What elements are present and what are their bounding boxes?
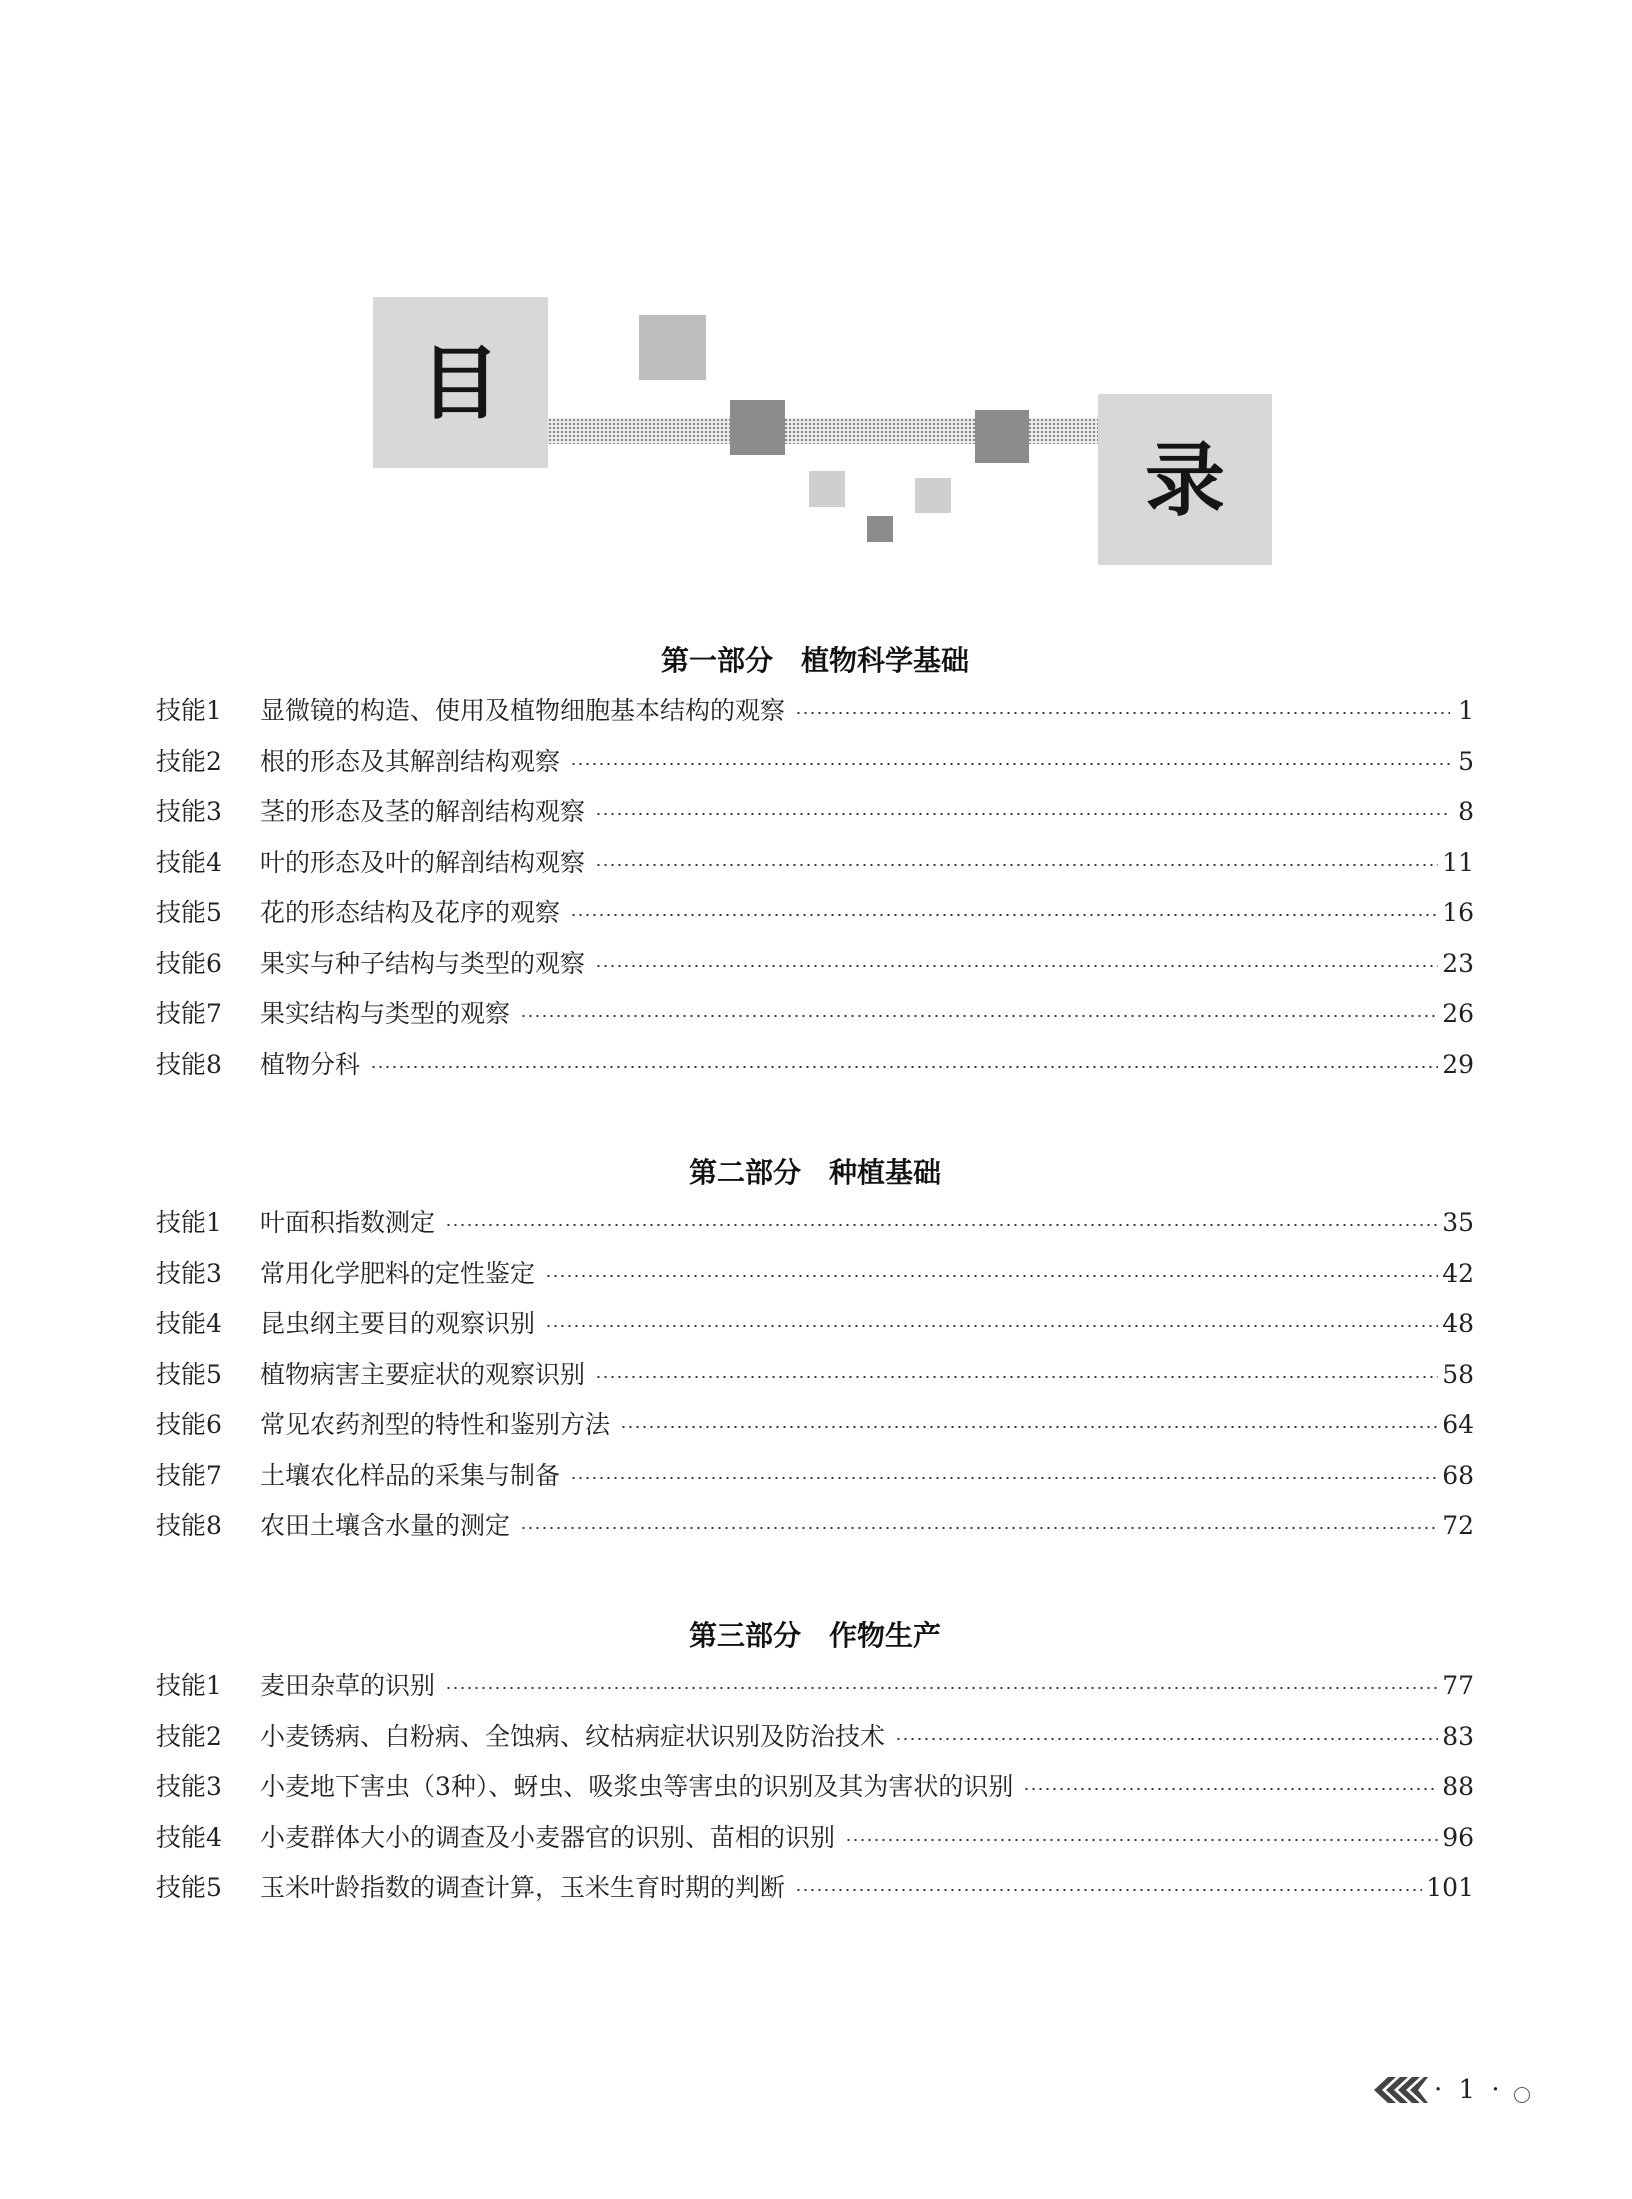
page-number: 101 — [1426, 1873, 1474, 1902]
dot-leader — [545, 1275, 1438, 1277]
dot-leader — [545, 1325, 1438, 1327]
toc-entry[interactable] — [156, 1451, 1474, 1502]
dot-leader — [370, 1066, 1438, 1068]
skill-label: 技能4 — [156, 1309, 222, 1338]
dot-leader — [595, 965, 1438, 967]
toc-entry[interactable] — [156, 1040, 1474, 1091]
footer-page-number: · 1 · — [1434, 2075, 1504, 2105]
title-char-lu: 录 — [1145, 434, 1225, 527]
skill-label: 技能3 — [156, 797, 222, 826]
section-title: 第三部分 作物生产 — [688, 1619, 941, 1652]
skill-label: 技能6 — [156, 1410, 222, 1439]
toc-section-3 — [156, 1611, 1474, 1914]
dot-leader — [1023, 1788, 1438, 1790]
page-number: 72 — [1442, 1511, 1474, 1540]
deco-square-3 — [975, 410, 1029, 463]
toc-entry[interactable] — [156, 787, 1474, 838]
dot-leader — [520, 1527, 1438, 1529]
skill-title: 常用化学肥料的定性鉴定 — [260, 1258, 536, 1288]
page-number: 11 — [1442, 847, 1474, 877]
skill-title: 显微镜的构造、使用及植物细胞基本结构的观察 — [260, 696, 786, 725]
skill-label: 技能1 — [156, 696, 222, 725]
skill-title: 小麦地下害虫（3种）、蚜虫、吸浆虫等害虫的识别及其为害状的识别 — [260, 1772, 1014, 1801]
dot-leader — [620, 1426, 1438, 1428]
skill-title: 土壤农化样品的采集与制备 — [260, 1460, 561, 1490]
toc-entry[interactable] — [156, 1198, 1474, 1249]
toc-entry[interactable] — [156, 838, 1474, 889]
skill-label: 技能5 — [156, 1359, 222, 1389]
skill-title: 农田土壤含水量的测定 — [260, 1511, 511, 1540]
skill-label: 技能7 — [156, 999, 222, 1028]
skill-title: 花的形态结构及花序的观察 — [260, 898, 561, 927]
toc-entry[interactable] — [156, 1661, 1474, 1712]
toc-entry[interactable] — [156, 1762, 1474, 1813]
skill-title: 叶的形态及叶的解剖结构观察 — [260, 847, 586, 877]
skill-title: 叶面积指数测定 — [260, 1208, 436, 1237]
toc-section-1 — [156, 636, 1474, 1090]
deco-square-5 — [915, 478, 951, 513]
dot-leader — [845, 1839, 1438, 1841]
skill-title: 玉米叶龄指数的调查计算，玉米生育时期的判断 — [260, 1873, 786, 1902]
dot-leader — [570, 1477, 1438, 1479]
skill-title: 麦田杂草的识别 — [260, 1671, 436, 1700]
section-title: 第二部分 种植基础 — [688, 1156, 941, 1189]
chevrons-left-icon — [1368, 2075, 1428, 2105]
dot-leader — [570, 914, 1438, 916]
skill-title: 植物分科 — [260, 1049, 361, 1079]
page-number: 35 — [1442, 1208, 1474, 1237]
toc-entry[interactable] — [156, 1712, 1474, 1763]
skill-label: 技能2 — [156, 746, 222, 776]
deco-square-4 — [809, 471, 845, 507]
dot-leader — [595, 1376, 1438, 1378]
dot-leader — [445, 1687, 1438, 1689]
skill-title: 果实结构与类型的观察 — [260, 999, 511, 1028]
dot-leader — [445, 1224, 1438, 1226]
page-number: 88 — [1442, 1772, 1474, 1801]
skill-title: 常见农药剂型的特性和鉴别方法 — [260, 1410, 611, 1439]
page-number: 23 — [1442, 948, 1474, 978]
deco-square-1 — [639, 315, 706, 380]
skill-label: 技能3 — [156, 1258, 222, 1288]
skill-title: 小麦锈病、白粉病、全蚀病、纹枯病症状识别及防治技术 — [260, 1721, 886, 1751]
page-number: 83 — [1442, 1721, 1474, 1751]
dot-leader — [520, 1015, 1438, 1017]
deco-square-6 — [867, 516, 893, 542]
dot-leader — [570, 763, 1450, 765]
toc-entry[interactable] — [156, 888, 1474, 939]
page-number: 48 — [1442, 1309, 1474, 1338]
skill-label: 技能4 — [156, 1822, 222, 1852]
toc-entry[interactable] — [156, 1350, 1474, 1401]
dot-leader — [795, 1889, 1422, 1891]
title-char-mu: 目 — [420, 337, 500, 430]
toc-entry[interactable] — [156, 1249, 1474, 1300]
toc-entry[interactable] — [156, 1299, 1474, 1350]
page-number: 8 — [1458, 797, 1474, 826]
dot-leader — [595, 864, 1438, 866]
skill-label: 技能3 — [156, 1772, 222, 1801]
skill-label: 技能7 — [156, 1460, 222, 1490]
skill-label: 技能1 — [156, 1208, 222, 1237]
circle-icon — [1514, 2087, 1530, 2103]
toc-entry[interactable] — [156, 1863, 1474, 1914]
page-number: 42 — [1442, 1258, 1474, 1288]
skill-title: 果实与种子结构与类型的观察 — [260, 948, 586, 978]
toc-section-2 — [156, 1148, 1474, 1552]
page-number: 26 — [1442, 999, 1474, 1028]
dot-leader — [895, 1738, 1438, 1740]
skill-label: 技能8 — [156, 1511, 222, 1540]
page-footer — [1368, 2070, 1530, 2110]
page-number: 68 — [1442, 1460, 1474, 1490]
page-number: 5 — [1458, 746, 1474, 776]
skill-title: 小麦群体大小的调查及小麦器官的识别、苗相的识别 — [260, 1822, 836, 1852]
dot-leader — [795, 712, 1450, 714]
page-number: 64 — [1442, 1410, 1474, 1439]
deco-square-2 — [730, 400, 785, 455]
skill-label: 技能5 — [156, 898, 222, 927]
page-number: 1 — [1458, 696, 1474, 725]
page-number: 58 — [1442, 1359, 1474, 1389]
skill-label: 技能4 — [156, 847, 222, 877]
page-number: 96 — [1442, 1822, 1474, 1852]
skill-label: 技能2 — [156, 1721, 222, 1751]
skill-label: 技能8 — [156, 1049, 222, 1079]
skill-title: 茎的形态及茎的解剖结构观察 — [260, 797, 586, 826]
toc-entry[interactable] — [156, 1400, 1474, 1451]
page-number: 16 — [1442, 898, 1474, 927]
skill-title: 昆虫纲主要目的观察识别 — [260, 1309, 536, 1338]
page-number: 29 — [1442, 1049, 1474, 1079]
skill-title: 植物病害主要症状的观察识别 — [260, 1359, 586, 1389]
skill-label: 技能5 — [156, 1873, 222, 1902]
toc-entry[interactable] — [156, 939, 1474, 990]
toc-entry[interactable] — [156, 686, 1474, 737]
dot-leader — [595, 813, 1450, 815]
toc-entry[interactable] — [156, 1501, 1474, 1552]
toc-entry[interactable] — [156, 989, 1474, 1040]
skill-title: 根的形态及其解剖结构观察 — [260, 746, 561, 776]
toc-entry[interactable] — [156, 1813, 1474, 1864]
page-number: 77 — [1442, 1671, 1474, 1700]
skill-label: 技能1 — [156, 1671, 222, 1700]
skill-label: 技能6 — [156, 948, 222, 978]
toc-entry[interactable] — [156, 737, 1474, 788]
section-title: 第一部分 植物科学基础 — [660, 644, 969, 677]
